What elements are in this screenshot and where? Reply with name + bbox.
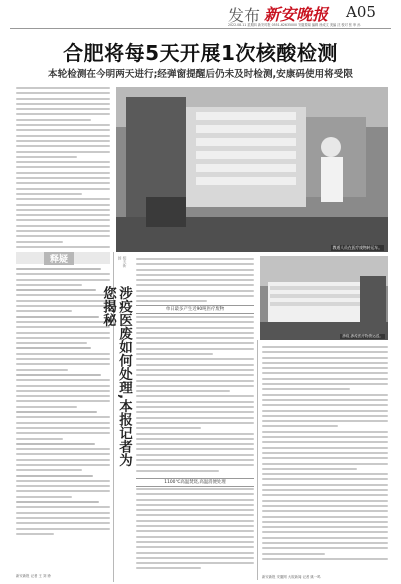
qa-section-text xyxy=(16,268,110,568)
paper-logo: 新安晚报 xyxy=(264,5,329,24)
lead-photo xyxy=(116,87,388,252)
box1-header: 单日最多产生近90吨医疗废物 xyxy=(136,305,254,314)
column-divider-right xyxy=(257,340,258,580)
right-footer-credit: 新安新报 安徽网 大皖新闻 记者 姚一鸣 xyxy=(262,575,321,579)
side-headline: 涉疫医废如何处理,本报记者为您揭秘 xyxy=(100,286,132,467)
masthead-divider xyxy=(10,28,391,29)
lead-article-text xyxy=(16,87,110,249)
qa-section-header xyxy=(16,252,110,264)
date-line: 2022.08.11 星期四 新安时报 0551-62635000 安徽要闻 编辑 徐成文 美编 沈 校对 张 审 孙 xyxy=(228,23,361,27)
headline-subtitle: 本轮检测在今明两天进行;经弹窗提醒后仍未及时检测,安康码使用将受限 xyxy=(48,69,353,80)
qa-section-tag: 释疑 xyxy=(44,252,74,265)
section-label: 发布 xyxy=(228,6,261,25)
middle-lower-text xyxy=(136,488,254,572)
related-news-label: 相关新闻 xyxy=(118,256,128,268)
lead-photo-caption: 教道人员在医疗废物转运车。 xyxy=(332,245,382,250)
left-footer-credit: 新安新报 记者 王 刘 徐 xyxy=(16,574,51,578)
second-photo-image xyxy=(260,256,388,340)
second-photo-caption: 涉疫,涉疫医疗物资运送。 xyxy=(342,334,383,338)
page-number: A05 xyxy=(346,3,376,21)
second-photo xyxy=(260,256,388,340)
middle-column-text xyxy=(136,316,254,476)
box2-header: 1100℃高温焚烧,高温消便处理 xyxy=(136,478,254,487)
lead-photo-image xyxy=(116,87,388,252)
headline-title: 合肥将每5天开展1次核酸检测 xyxy=(63,41,338,65)
middle-intro-text xyxy=(136,258,254,306)
right-column-text xyxy=(262,346,388,568)
